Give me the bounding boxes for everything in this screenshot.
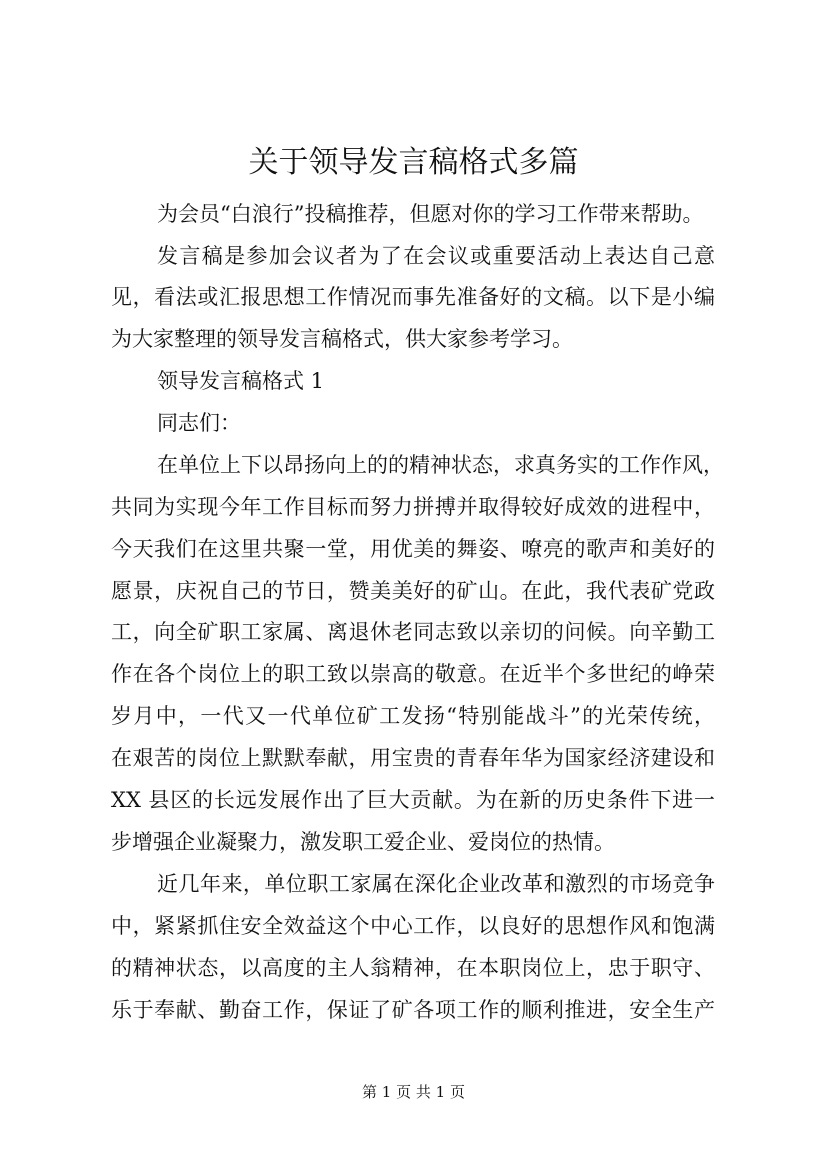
page-number: 第 1 页 共 1 页 [362, 1083, 465, 1101]
text-line: 岁月中，一代又一代单位矿工发扬“特别能战斗”的光荣传统， [111, 704, 715, 728]
text-line: 的精神状态，以高度的主人翁精神，在本职岗位上，忠于职守、 [111, 956, 715, 980]
text-line: 发言稿是参加会议者为了在会议或重要活动上表达自己意 [157, 244, 715, 268]
text-line: 中，紧紧抓住安全效益这个中心工作，以良好的思想作风和饱满 [111, 914, 715, 938]
salutation: 同志们： [157, 411, 241, 435]
section-heading: 领导发言稿格式 1 [157, 369, 325, 393]
text-line: 在艰苦的岗位上默默奉献，用宝贵的青春年华为国家经济建设和 [111, 746, 715, 770]
text-line: 愿景，庆祝自己的节日，赞美美好的矿山。在此，我代表矿党政 [111, 579, 715, 603]
text-line: 近几年来，单位职工家属在深化企业改革和激烈的市场竞争 [157, 872, 715, 896]
text-line: XX 县区的长远发展作出了巨大贡献。为在新的历史条件下进一 [111, 788, 715, 812]
text-line: 为会员“白浪行”投稿推荐，但愿对你的学习工作带来帮助。 [157, 202, 704, 226]
text-line: 今天我们在这里共聚一堂，用优美的舞姿、嘹亮的歌声和美好的 [111, 537, 715, 561]
text-line: 共同为实现今年工作目标而努力拼搏并取得较好成效的进程中， [111, 495, 715, 519]
text-line: 步增强企业凝聚力，激发职工爱企业、爱岗位的热情。 [111, 830, 615, 854]
text-line: 乐于奉献、勤奋工作，保证了矿各项工作的顺利推进，安全生产 [111, 998, 715, 1022]
text-line: 在单位上下以昂扬向上的的精神状态，求真务实的工作作风， [157, 453, 724, 477]
text-line: 为大家整理的领导发言稿格式，供大家参考学习。 [111, 327, 573, 351]
text-line: 工，向全矿职工家属、离退休老同志致以亲切的问候。向辛勤工 [111, 620, 715, 644]
text-line: 见，看法或汇报思想工作情况而事先准备好的文稿。以下是小编 [111, 285, 715, 309]
text-line: 作在各个岗位上的职工致以崇高的敬意。在近半个多世纪的峥荣 [111, 662, 715, 686]
document-title: 关于领导发言稿格式多篇 [248, 145, 579, 180]
